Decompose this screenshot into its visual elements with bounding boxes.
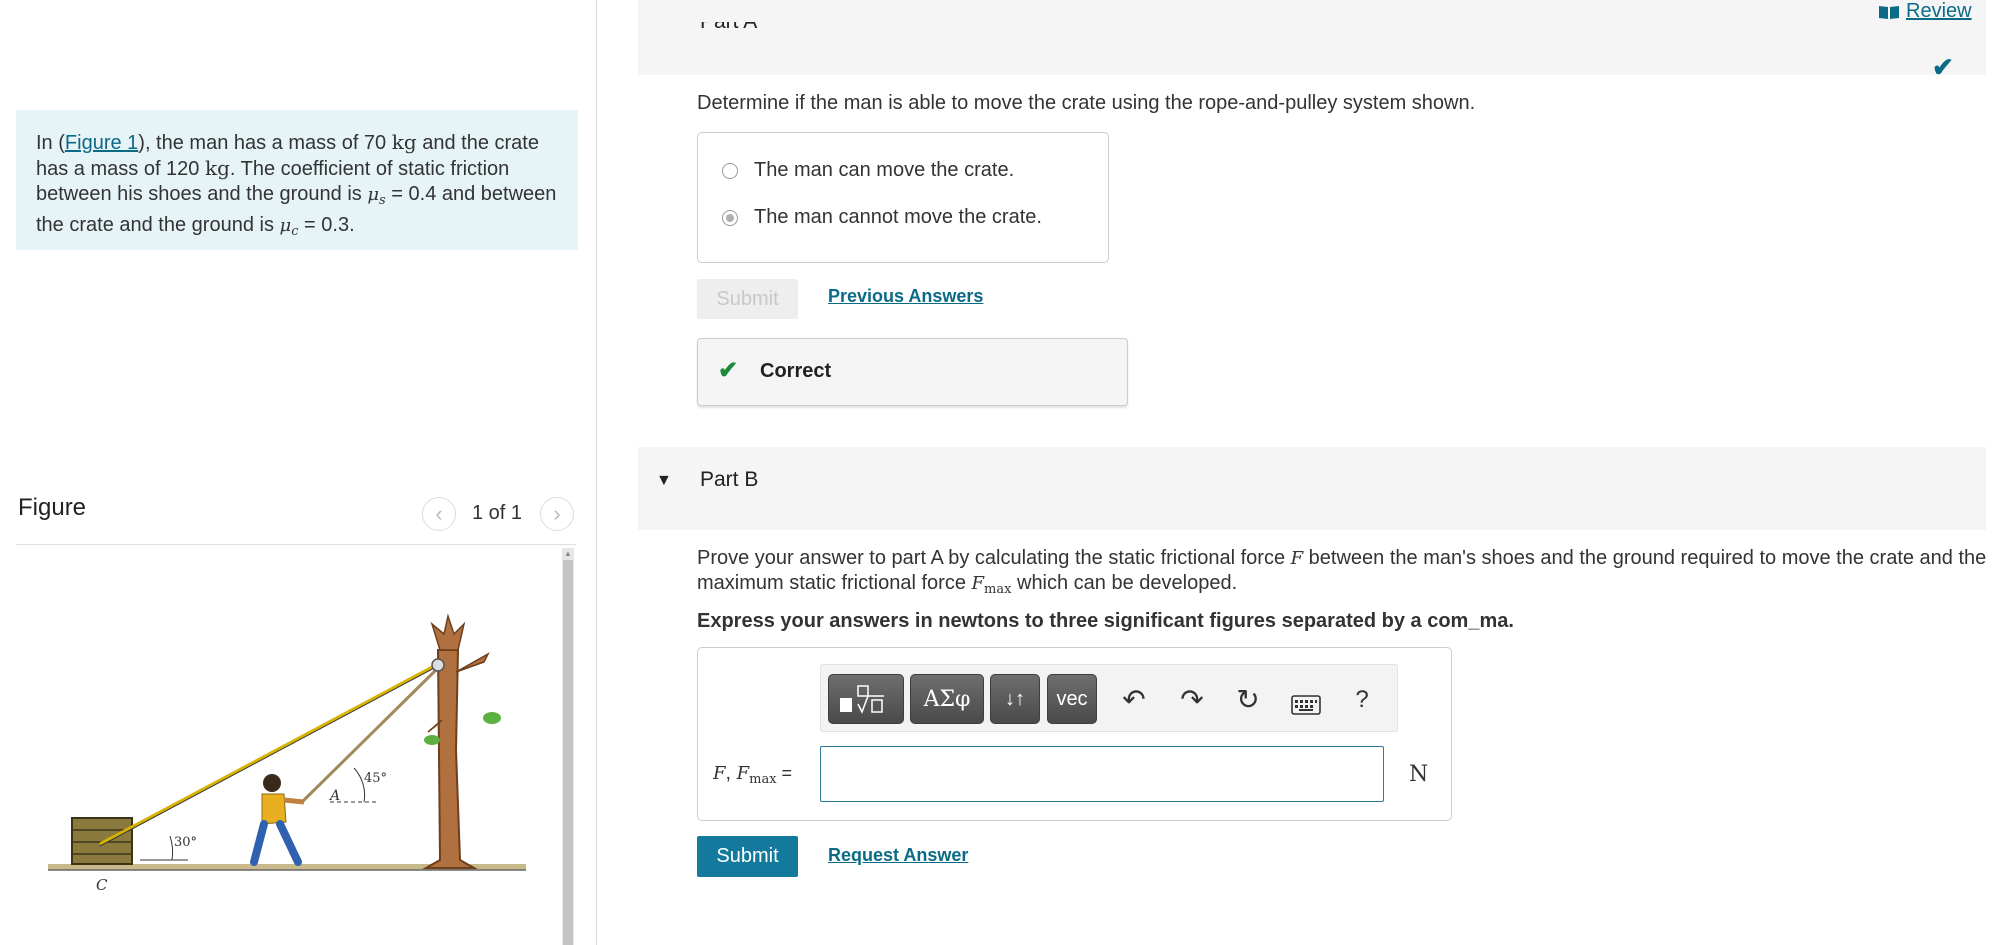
templates-icon xyxy=(836,682,896,716)
symbol-fmax-subscript: max xyxy=(984,582,1012,597)
part-a-complete-check-icon: ✔ xyxy=(1932,52,1954,82)
problem-text: = 0.3. xyxy=(298,214,355,236)
keyboard-icon-shape xyxy=(1291,695,1321,715)
choice-label: The man cannot move the crate. xyxy=(754,206,1042,228)
problem-text: ), the man has a mass of 70 xyxy=(138,132,392,154)
reset-icon[interactable]: ↻ xyxy=(1236,684,1260,715)
part-b-instructions: Express your answers in newtons to three significant figures separated by a com_ma. xyxy=(697,610,1514,632)
var-fmax-subscript: max xyxy=(749,772,777,787)
correct-check-icon: ✔ xyxy=(718,357,739,384)
var-fmax: F xyxy=(736,763,750,784)
angle-30-label: 30° xyxy=(174,835,198,850)
part-a-header[interactable] xyxy=(638,0,1986,75)
figure-scrollbar-thumb[interactable] xyxy=(563,560,573,945)
man xyxy=(263,774,281,792)
help-button[interactable]: ? xyxy=(1355,686,1369,713)
problem-text: and the crate has a mass of 120 xyxy=(36,132,539,180)
book-icon xyxy=(1878,4,1900,20)
question-text: which can be developed. xyxy=(1011,572,1238,594)
figure-counter: 1 of 1 xyxy=(472,502,523,524)
unit-label: N xyxy=(1409,762,1429,787)
figure-title: Figure xyxy=(18,494,87,521)
symbol-f: F xyxy=(1290,548,1304,569)
answer-input[interactable] xyxy=(820,746,1384,802)
subscript-superscript-button[interactable]: ↓↑ xyxy=(990,674,1040,724)
templates-button[interactable] xyxy=(828,674,904,724)
mu-symbol: μ xyxy=(279,215,292,236)
answer-variable-label xyxy=(713,762,792,787)
mu-symbol: μ xyxy=(367,184,380,205)
caret-down-icon[interactable]: ▼ xyxy=(656,472,672,489)
figure-link[interactable]: Figure 1 xyxy=(64,132,139,154)
part-b-question xyxy=(697,546,1987,602)
choice-list xyxy=(697,132,1109,263)
greek-symbols-button[interactable]: ΑΣφ xyxy=(910,674,984,724)
figure-divider xyxy=(16,544,576,545)
figure-next-button[interactable] xyxy=(540,497,574,531)
question-text: between the man's shoes and the ground required to move the crate and the maximum static frictional force xyxy=(697,547,1987,594)
review-link[interactable] xyxy=(1878,0,1972,23)
keyboard-icon[interactable] xyxy=(1288,690,1324,722)
unit-kg: kg xyxy=(204,156,230,180)
mu-subscript: s xyxy=(379,193,386,208)
undo-icon[interactable]: ↶ xyxy=(1122,684,1146,715)
chevron-right-icon: › xyxy=(553,501,561,526)
part-a-question: Determine if the man is able to move the crate using the rope-and-pulley system shown. xyxy=(697,92,1476,114)
mu-subscript: c xyxy=(291,224,299,239)
crate xyxy=(72,818,132,864)
symbol-fmax: F xyxy=(971,573,985,594)
problem-text: = 0.4 and between the crate and the ground is xyxy=(36,183,557,236)
radio-button[interactable] xyxy=(722,163,738,179)
radio-button-selected[interactable] xyxy=(722,210,738,226)
angle-45-label: 45° xyxy=(364,771,388,786)
scroll-up-arrow-icon[interactable]: ▲ xyxy=(564,549,572,558)
chevron-left-icon: ‹ xyxy=(435,501,443,526)
choice-label: The man can move the crate. xyxy=(754,159,1015,181)
part-a-submit-button[interactable]: Submit xyxy=(697,279,798,319)
figure-image xyxy=(40,610,540,900)
point-a-label: A xyxy=(330,788,341,804)
tree xyxy=(426,650,474,868)
var-equals: = xyxy=(776,763,793,783)
choice-cannot-move[interactable] xyxy=(722,206,1042,229)
previous-answers-link[interactable]: Previous Answers xyxy=(828,286,984,306)
problem-text: In ( xyxy=(36,132,65,154)
problem-statement xyxy=(16,110,578,250)
part-b-header[interactable] xyxy=(638,447,1986,530)
vector-button[interactable]: vec xyxy=(1047,674,1097,724)
var-sep: , xyxy=(725,762,737,784)
feedback-text: Correct xyxy=(760,360,832,382)
part-b-submit-button[interactable]: Submit xyxy=(697,836,798,877)
var-f: F xyxy=(713,763,726,784)
pulley xyxy=(432,659,444,671)
figure-prev-button[interactable] xyxy=(422,497,456,531)
review-label[interactable]: Review xyxy=(1906,0,1972,22)
part-b-title[interactable]: Part B xyxy=(700,468,759,491)
problem-text: . The coefficient of static friction between his shoes and the ground is xyxy=(36,158,510,205)
redo-icon[interactable]: ↷ xyxy=(1180,684,1204,715)
choice-can-move[interactable] xyxy=(722,159,1014,182)
question-text: Prove your answer to part A by calculating the static frictional force xyxy=(697,547,1291,569)
request-answer-link[interactable]: Request Answer xyxy=(828,845,969,865)
unit-kg: kg xyxy=(391,130,417,154)
point-c-label: C xyxy=(96,876,108,894)
